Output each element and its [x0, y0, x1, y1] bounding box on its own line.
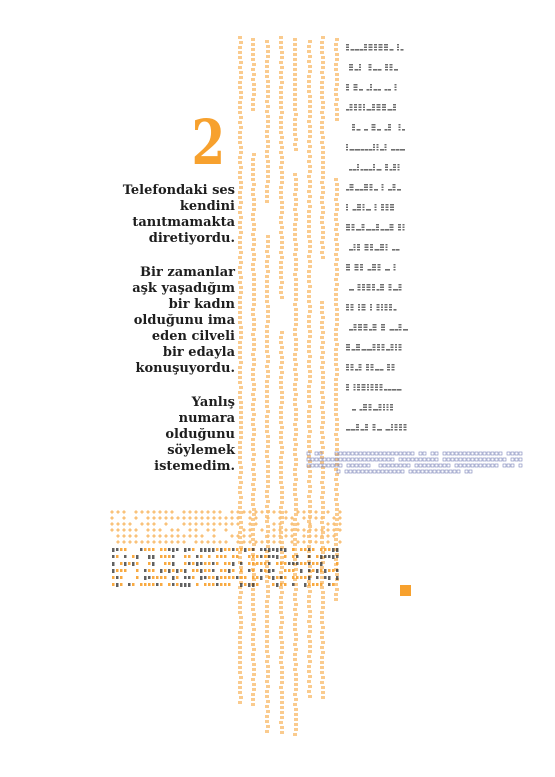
orange-dot-columns: [238, 36, 339, 736]
orange-square: [400, 585, 411, 596]
gray-glyph-clusters: [346, 44, 408, 431]
stanza-2: Bir zamanlar aşk yaşadığım bir kadın olduğunu ima eden cilveli bir edayla konuşuyordu.: [132, 265, 235, 376]
poem-text: [35, 183, 235, 493]
stanza-3: Yanlış numara olduğunu söylemek istemedim.: [154, 395, 235, 474]
orange-glyph-band: [110, 510, 342, 544]
dark-glyph-rows: [112, 548, 339, 587]
blue-ornament-rows: [307, 452, 522, 473]
chapter-number: 2: [191, 106, 225, 179]
stanza-1: Telefondaki ses kendini tanıtmamakta diretiyordu.: [122, 183, 235, 246]
